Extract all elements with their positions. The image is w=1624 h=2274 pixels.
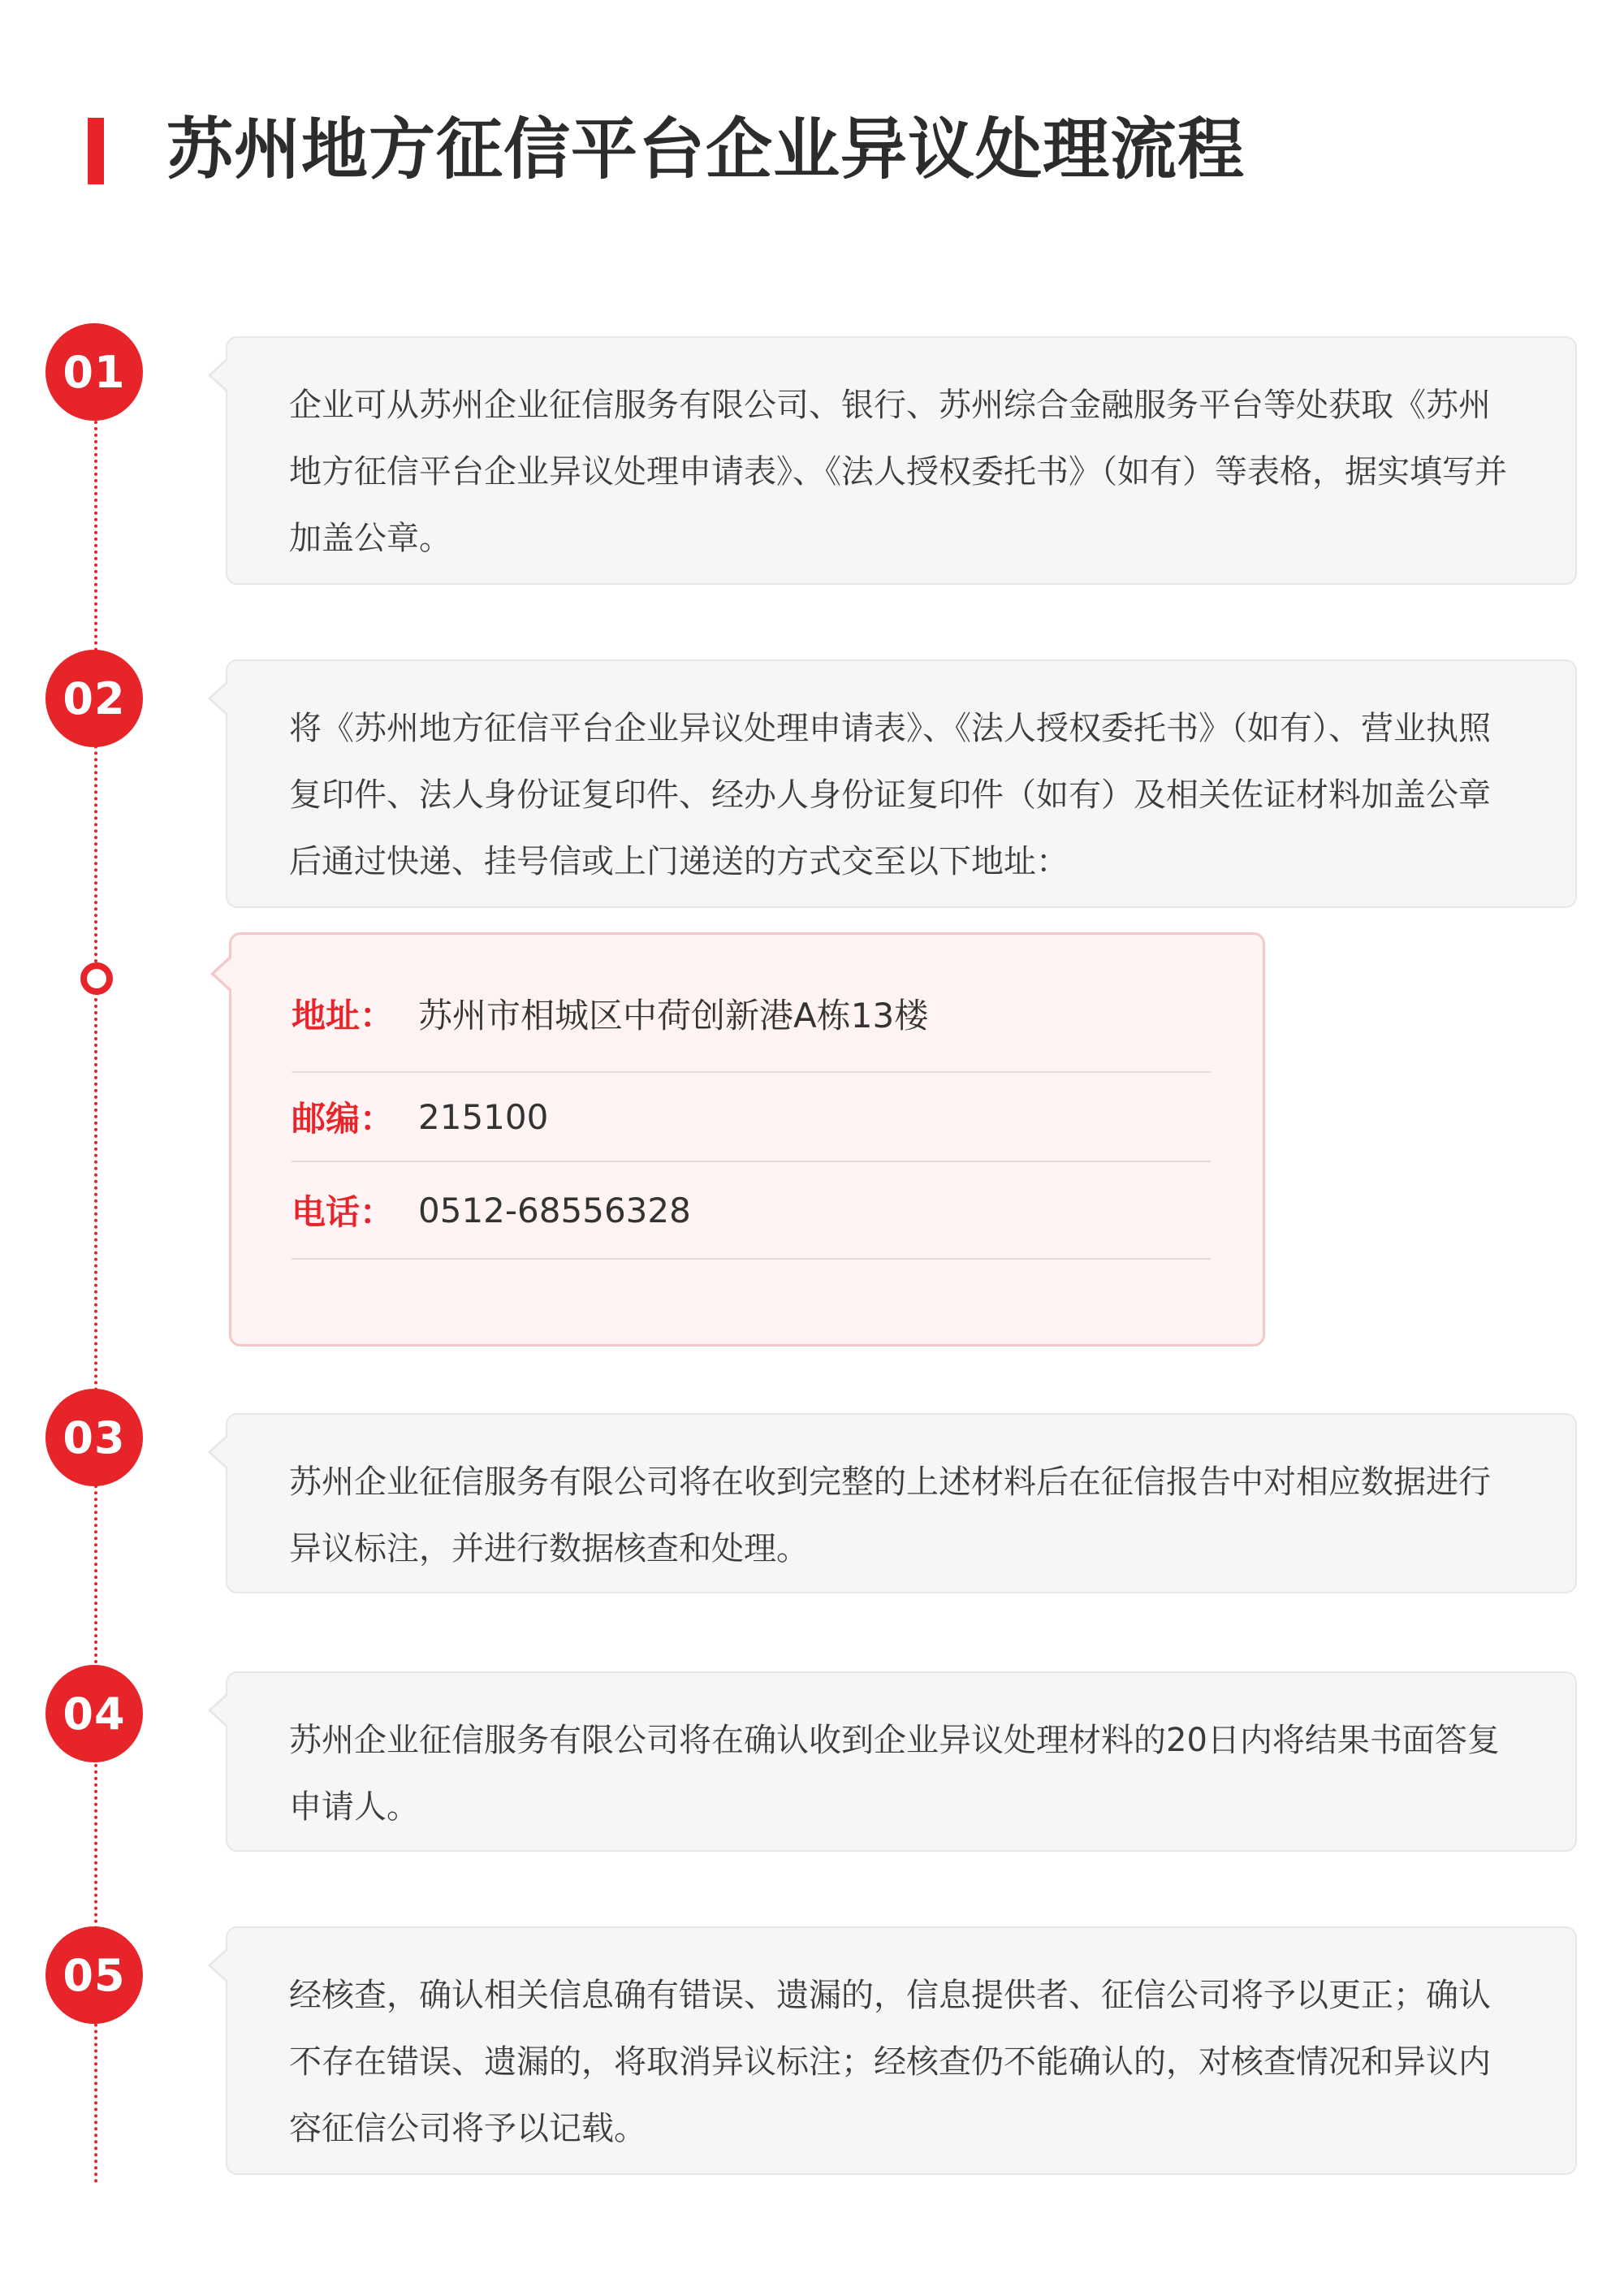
address-row (292, 967, 1211, 1073)
step-text-05: 经核查，确认相关信息确有错误、遗漏的，信息提供者、征信公司将予以更正；确认不存在错误、遗漏的，将取消异议标注；经核查仍不能确认的，对核查情况和异议内容征信公司将予以记载。 (289, 1977, 1491, 2147)
postcode-row (292, 1073, 1211, 1162)
postcode-value: 215100 (418, 1096, 549, 1137)
step-text-03: 苏州企业征信服务有限公司将在收到完整的上述材料后在征信报告中对相应数据进行异议标注，并进行数据核查和处理。 (289, 1463, 1491, 1567)
step-card-01 (226, 336, 1577, 585)
step-badge-05: 05 (45, 1926, 143, 2024)
title-accent-bar (88, 118, 104, 184)
step-text-02: 将《苏州地方征信平台企业异议处理申请表》、《法人授权委托书》（如有）、营业执照复印件、法人身份证复印件、经办人身份证复印件（如有）及相关佐证材料加盖公章后通过快递、挂号信或上门递送的方式交至以下地址： (289, 710, 1491, 880)
page-title: 苏州地方征信平台企业异议处理流程 (166, 111, 1246, 188)
step-card-04 (226, 1671, 1577, 1852)
address-value: 苏州市相城区中荷创新港A栋13楼 (418, 996, 929, 1035)
step-text-01: 企业可从苏州企业征信服务有限公司、银行、苏州综合金融服务平台等处获取《苏州地方征信平台企业异议处理申请表》、《法人授权委托书》（如有）等表格，据实填写并加盖公章。 (289, 387, 1507, 557)
phone-value[interactable]: 0512-68556328 (418, 1190, 691, 1230)
address-label: 地址： (292, 996, 395, 1035)
step-card-02 (226, 659, 1577, 908)
step-badge-04: 04 (45, 1665, 143, 1762)
timeline-ring-marker (80, 962, 113, 995)
step-text-04: 苏州企业征信服务有限公司将在确认收到企业异议处理材料的20日内将结果书面答复申请人。 (289, 1722, 1500, 1826)
step-badge-01: 01 (45, 323, 143, 421)
step-card-05 (226, 1926, 1577, 2175)
postcode-label: 邮编： (292, 1099, 395, 1139)
step-card-03 (226, 1413, 1577, 1593)
contact-card (229, 932, 1265, 1347)
step-badge-02: 02 (45, 650, 143, 747)
step-badge-03: 03 (45, 1389, 143, 1486)
phone-label: 电话： (292, 1192, 395, 1232)
phone-row (292, 1162, 1211, 1260)
